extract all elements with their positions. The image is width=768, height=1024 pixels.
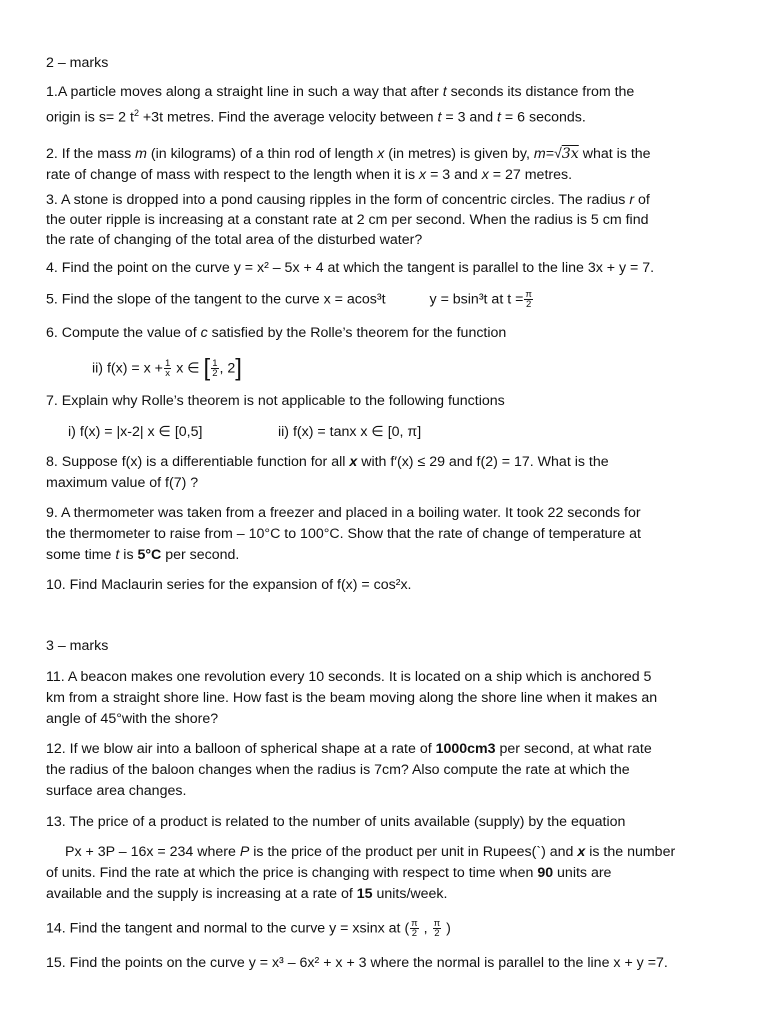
section-heading-2-marks: 2 – marks (46, 55, 109, 71)
question-13-line-1: 13. The price of a product is related to the number of units available (supply) by the equation (46, 814, 626, 830)
question-3-line-3: the rate of changing of the total area of the disturbed water? (46, 232, 423, 248)
question-7-part-ii: ii) f(x) = tanx x ∈ [0, π] (278, 424, 422, 440)
question-12-line-3: surface area changes. (46, 783, 187, 799)
question-9-line-1: 9. A thermometer was taken from a freezer and placed in a boiling water. It took 22 seconds for (46, 505, 641, 521)
question-13-line-2: Px + 3P – 16x = 234 where P is the price of the product per unit in Rupees(`) and x is the number (65, 844, 676, 860)
question-10: 10. Find Maclaurin series for the expansion of f(x) = cos²x. (46, 577, 412, 593)
square-root-sign: √ (553, 146, 562, 162)
question-8-line-2: maximum value of f(7) ? (46, 475, 199, 491)
fraction-one-over-x: $\frac{1}{x}$ (164, 358, 171, 379)
section-heading-3-marks: 3 – marks (46, 638, 109, 654)
question-11-line-3: angle of 45°with the shore? (46, 711, 219, 727)
question-5: 5. Find the slope of the tangent to the curve x = acos³t y = bsin³t at t = $\frac{\pi}{2}$ (46, 289, 532, 310)
question-12-line-2: the radius of the baloon changes when the radius is 7cm? Also compute the rate at which the (46, 762, 630, 778)
question-1-line-2: origin is s= 2 $t^2 +3t$ metres. Find the average velocity between t = 3 and t = 6 seconds. (46, 108, 586, 126)
question-9-line-2: the thermometer to raise from – 10°C to 100°C. Show that the rate of change of temperature at (46, 526, 641, 542)
question-2-line-1: 2. If the mass m (in kilograms) of a thin rod of length x (in metres) is given by, m=√3x what is the (46, 146, 651, 162)
question-2-line-2: rate of change of mass with respect to the length when it is x = 3 and x = 27 metres. (46, 167, 573, 183)
question-3-line-1: 3. A stone is dropped into a pond causing ripples in the form of concentric circles. The radius r of (46, 192, 650, 208)
question-11-line-2: km from a straight shore line. How fast is the beam moving along the shore line when it makes an (46, 690, 658, 706)
question-15: 15. Find the points on the curve y = x³ – 6x² + x + 3 where the normal is parallel to the line x + y =7. (46, 955, 668, 971)
question-13-line-3: of units. Find the rate at which the price is changing with respect to time when 90 units are (46, 865, 612, 881)
question-14: 14. Find the tangent and normal to the curve y = xsinx at ( $\frac{\pi}{2}$ , $\frac{\pi}{2}$ ) (46, 918, 451, 939)
question-9-line-3: some time t is 5°C per second. (46, 547, 240, 563)
fraction-one-half: $\frac{1}{2}$ (212, 358, 218, 379)
question-6: 6. Compute the value of c satisfied by the Rolle’s theorem for the function (46, 325, 507, 341)
question-3-line-2: the outer ripple is increasing at a constant rate at 2 cm per second. When the radius is 5 cm find (46, 212, 649, 228)
question-7: 7. Explain why Rolle’s theorem is not applicable to the following functions (46, 393, 505, 409)
question-6-part-ii: ii) f(x) = x + $\frac{1}{x}$ x ∈ [ $\frac{1}{2}$ , 2] (92, 354, 242, 382)
question-7-part-i: i) f(x) = |x-2| x ∈ [0,5] (68, 424, 203, 440)
question-11-line-1: 11. A beacon makes one revolution every 10 seconds. It is located on a ship which is anchored 5 (46, 669, 652, 685)
question-8-line-1: 8. Suppose f(x) is a differentiable function for all x with f′(x) ≤ 29 and f(2) = 17. What is the (46, 454, 609, 470)
fraction-pi-over-2: $\frac{\pi}{2}$ (525, 289, 532, 310)
fraction-pi-over-2: $\frac{\pi}{2}$ (433, 918, 441, 939)
question-1-line-1: 1.A particle moves along a straight line in such a way that after t seconds its distance from the (46, 84, 635, 100)
question-12-line-1: 12. If we blow air into a balloon of spherical shape at a rate of 1000cm3 per second, at what rate (46, 741, 652, 757)
question-4: 4. Find the point on the curve y = x² – 5x + 4 at which the tangent is parallel to the line 3x + y = 7. (46, 260, 655, 276)
fraction-pi-over-2: $\frac{\pi}{2}$ (411, 918, 418, 939)
question-13-line-4: available and the supply is increasing at a rate of 15 units/week. (46, 886, 448, 902)
